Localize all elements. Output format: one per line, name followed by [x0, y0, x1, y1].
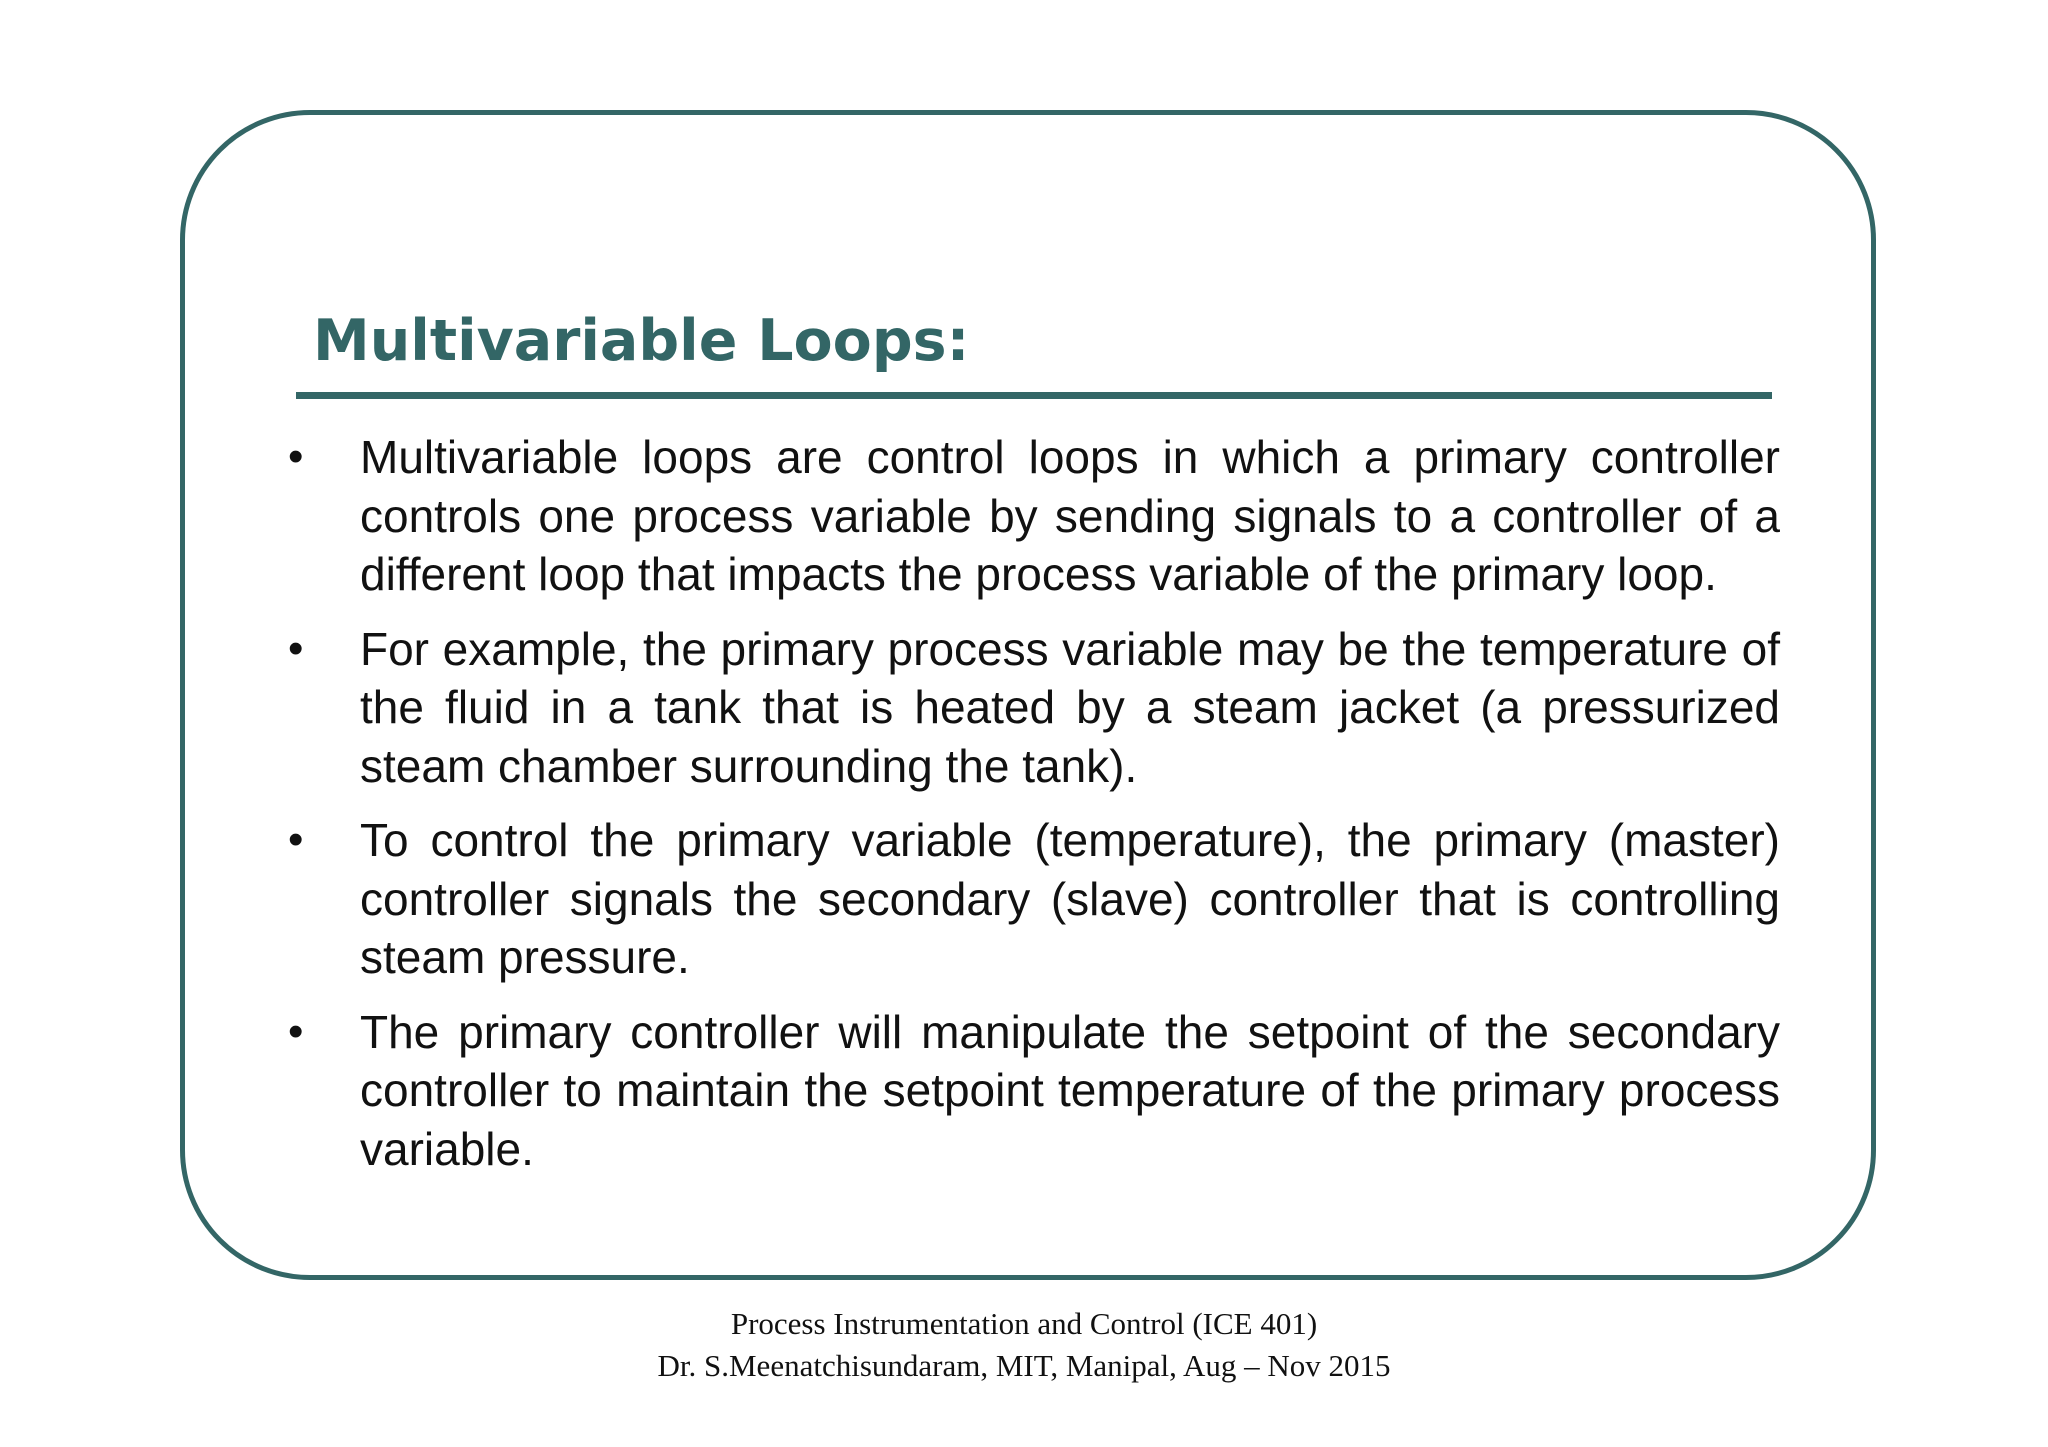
bullet-text: The primary controller will manipulate the setpoint of the secondary controller to maintain the setpoint temperature of the primary process variable.: [360, 1005, 1780, 1175]
bullet-text: To control the primary variable (temperature), the primary (master) controller signals the secondary (slave) controller that is controlling steam pressure.: [360, 814, 1780, 983]
bullet-icon: •: [288, 623, 304, 673]
bullet-icon: •: [288, 815, 304, 864]
bullet-list: [280, 428, 1780, 1194]
footer-author-line: Dr. S.Meenatchisundaram, MIT, Manipal, Aug – Nov 2015: [657, 1348, 1391, 1383]
bullet-item: [280, 811, 1780, 987]
footer-course-title: Process Instrumentation and Control (ICE 401): [730, 1306, 1318, 1341]
bullet-item: [280, 1003, 1780, 1179]
bullet-item: [280, 428, 1780, 604]
bullet-icon: •: [288, 1006, 304, 1056]
bullet-text: For example, the primary process variable may be the temperature of the fluid in a tank that is heated by a steam jacket (a pressurized steam chamber surrounding the tank).: [360, 622, 1780, 792]
title-underline: [296, 392, 1772, 399]
slide-title: Multivariable Loops:: [313, 308, 970, 374]
bullet-item: [280, 620, 1780, 796]
bullet-text: Multivariable loops are control loops in which a primary controller controls one process variable by sending signals to a controller of a different loop that impacts the process variable of the primary loop.: [360, 431, 1780, 600]
bullet-icon: •: [288, 432, 304, 481]
